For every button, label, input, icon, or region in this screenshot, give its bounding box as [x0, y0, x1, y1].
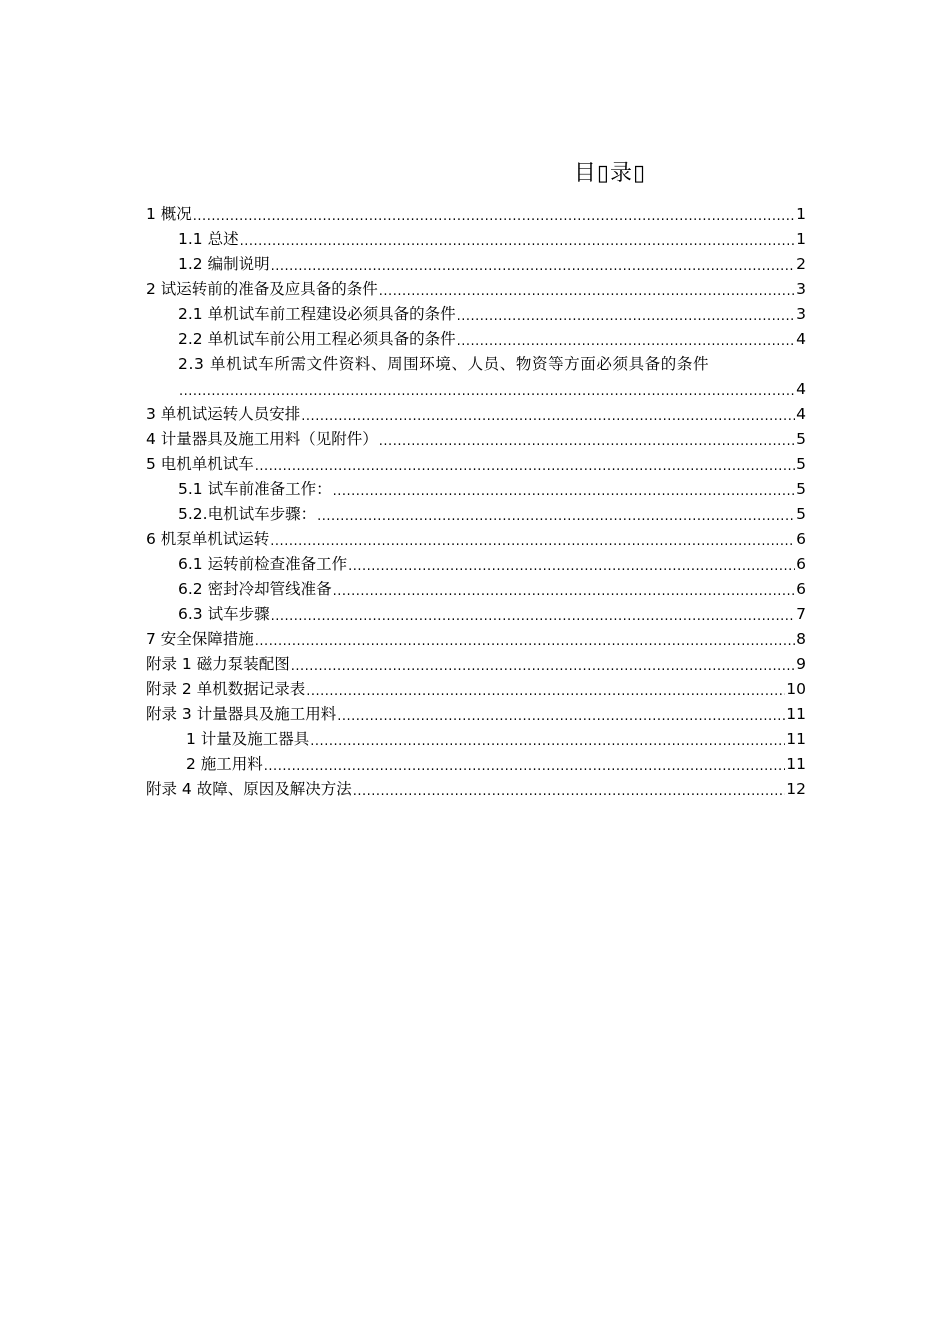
toc-page-number: 1	[796, 205, 806, 223]
toc-entry[interactable]	[146, 277, 806, 302]
toc-entry-text: 附录 3 计量器具及施工用料	[146, 705, 337, 723]
toc-page-number: 11	[786, 755, 806, 773]
toc-entry-text: 2.3 单机试车所需文件资料、周围环境、人员、物资等方面必须具备的条件	[178, 355, 710, 373]
toc-entry-text: 6 机泵单机试运转	[146, 530, 270, 548]
toc-entry[interactable]	[146, 702, 806, 727]
toc-entry-text: 附录 4 故障、原因及解决方法	[146, 780, 352, 798]
toc-entry[interactable]	[146, 602, 806, 627]
toc-entry-text: 6.1 运转前检查准备工作	[178, 555, 348, 573]
toc-page-number: 11	[786, 705, 806, 723]
toc-entry[interactable]	[146, 427, 806, 452]
toc-entry[interactable]	[146, 727, 806, 752]
toc-entry[interactable]	[146, 477, 806, 502]
toc-page-number: 5	[796, 430, 806, 448]
toc-page-number: 2	[796, 255, 806, 273]
toc-entry[interactable]	[146, 452, 806, 477]
toc-list	[146, 202, 806, 802]
toc-title: 目▯录▯	[573, 161, 647, 186]
toc-page-number: 5	[796, 455, 806, 473]
toc-page-number: 6	[796, 530, 806, 548]
toc-entry-text: 2 试运转前的准备及应具备的条件	[146, 280, 378, 298]
toc-entry[interactable]	[146, 227, 806, 252]
toc-leader-dots	[353, 777, 786, 802]
toc-entry[interactable]	[146, 777, 806, 802]
toc-leader-dots	[271, 602, 796, 627]
toc-leader-dots	[306, 677, 785, 702]
toc-entry[interactable]	[146, 627, 806, 652]
toc-entry[interactable]	[146, 327, 806, 352]
toc-entry-text: 5 电机单机试车	[146, 455, 254, 473]
toc-entry[interactable]	[146, 752, 806, 777]
toc-entry-text: 附录 1 磁力泵装配图	[146, 655, 290, 673]
toc-entry-text: 2 施工用料	[186, 755, 263, 773]
toc-leader-dots	[291, 652, 795, 677]
toc-page-number: 5	[796, 480, 806, 498]
toc-leader-dots	[264, 752, 785, 777]
toc-entry[interactable]	[146, 202, 806, 227]
toc-page-number: 6	[796, 580, 806, 598]
toc-page-number: 4	[796, 380, 806, 398]
toc-entry-text: 3 单机试运转人员安排	[146, 405, 301, 423]
toc-leader-dots	[240, 227, 796, 252]
toc-leader-dots	[317, 502, 795, 527]
toc-leader-dots	[255, 452, 795, 477]
toc-entry[interactable]	[146, 402, 806, 427]
toc-leader-dots	[333, 477, 796, 502]
toc-entry[interactable]	[146, 352, 806, 377]
toc-entry[interactable]	[146, 552, 806, 577]
toc-entry[interactable]	[146, 577, 806, 602]
toc-page-number: 6	[796, 555, 806, 573]
toc-page-number: 10	[786, 680, 806, 698]
toc-entry-text: 6.2 密封冷却管线准备	[178, 580, 332, 598]
toc-leader-dots	[457, 327, 796, 352]
toc-leader-dots	[310, 727, 785, 752]
toc-leader-dots	[348, 552, 795, 577]
toc-entry[interactable]	[146, 527, 806, 552]
toc-page-number: 4	[796, 330, 806, 348]
toc-entry[interactable]	[146, 502, 806, 527]
toc-entry-text: 1.1 总述	[178, 230, 239, 248]
toc-page-number: 3	[796, 280, 806, 298]
toc-entry[interactable]	[146, 302, 806, 327]
toc-entry-text: 5.2.电机试车步骤：	[178, 505, 317, 523]
toc-entry-text: 1 计量及施工器具	[186, 730, 310, 748]
toc-leader-dots	[333, 577, 796, 602]
toc-entry-text: 附录 2 单机数据记录表	[146, 680, 306, 698]
toc-leader-dots	[271, 252, 796, 277]
toc-entry[interactable]	[146, 377, 806, 402]
toc-entry-text: 2.1 单机试车前工程建设必须具备的条件	[178, 305, 456, 323]
toc-page-number: 9	[796, 655, 806, 673]
toc-page-number: 1	[796, 230, 806, 248]
toc-entry-text: 4 计量器具及施工用料（见附件）	[146, 430, 378, 448]
toc-page-number: 4	[796, 405, 806, 423]
toc-entry-text: 1 概况	[146, 205, 192, 223]
toc-entry-text: 1.2 编制说明	[178, 255, 270, 273]
toc-page-number: 7	[796, 605, 806, 623]
toc-entry-text: 2.2 单机试车前公用工程必须具备的条件	[178, 330, 456, 348]
toc-leader-dots	[379, 277, 795, 302]
toc-leader-dots	[379, 427, 795, 452]
toc-leader-dots	[301, 402, 795, 427]
toc-leader-dots	[193, 202, 795, 227]
toc-leader-dots	[270, 527, 795, 552]
toc-page-number: 8	[796, 630, 806, 648]
toc-leader-dots	[255, 627, 795, 652]
toc-entry[interactable]	[146, 652, 806, 677]
toc-leader-dots	[337, 702, 785, 727]
toc-page-number: 11	[786, 730, 806, 748]
toc-entry[interactable]	[146, 677, 806, 702]
toc-leader-dots	[179, 377, 795, 402]
toc-entry-text: 7 安全保障措施	[146, 630, 254, 648]
toc-entry[interactable]	[146, 252, 806, 277]
toc-page-number: 3	[796, 305, 806, 323]
toc-page-number: 12	[786, 780, 806, 798]
toc-entry-text: 5.1 试车前准备工作：	[178, 480, 332, 498]
toc-entry-text: 6.3 试车步骤	[178, 605, 270, 623]
toc-page-number: 5	[796, 505, 806, 523]
toc-leader-dots	[457, 302, 796, 327]
